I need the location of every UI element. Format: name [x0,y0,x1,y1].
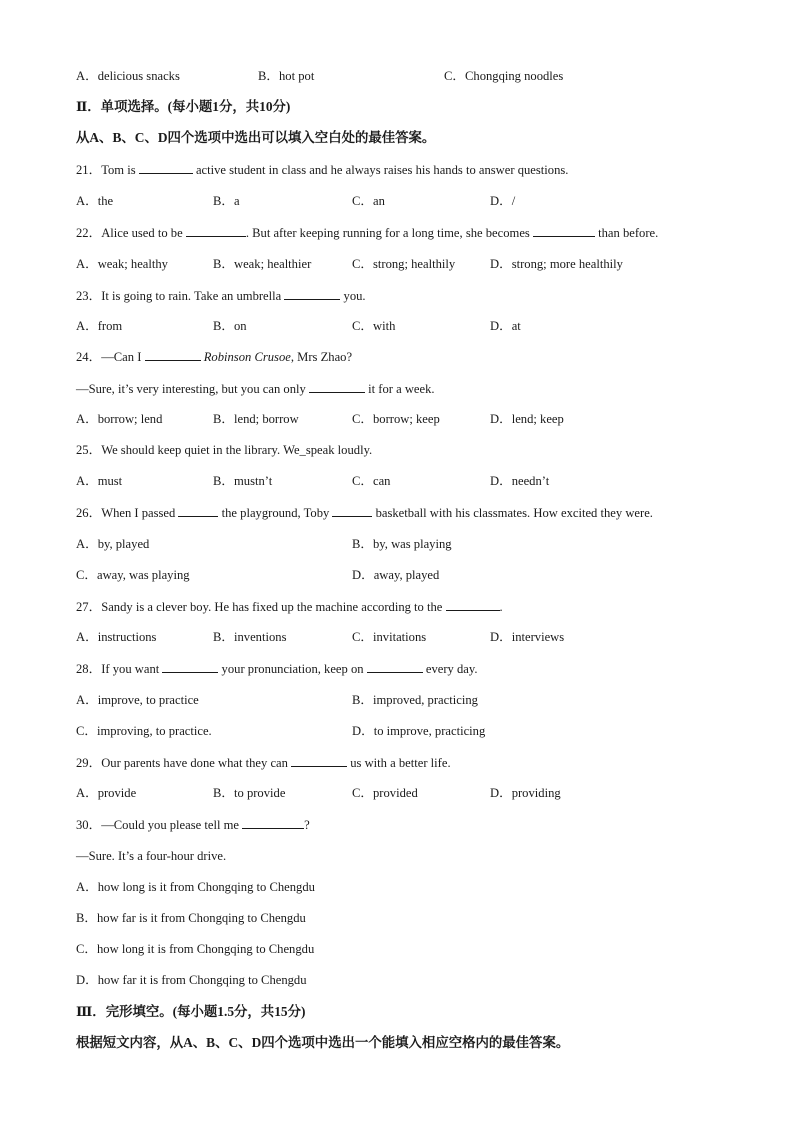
section-3-heading: Ⅲ．完形填空。(每小题1.5分，共15分) [76,1004,306,1019]
q24-option-a: A．borrow; lend [76,412,163,426]
section-2-heading: Ⅱ．单项选择。(每小题1分，共10分) [76,99,291,114]
q21-option-c: C．an [352,194,385,208]
q28-option-a: A．improve, to practice [76,693,199,707]
book-title: Robinson Crusoe [203,350,291,364]
q25-option-c: C．can [352,474,391,488]
question-27: 27．Sandy is a clever boy. He has fixed up the machine according to the . [76,600,503,614]
option-b: B．hot pot [258,69,315,83]
question-21: 21．Tom is active student in class and he always raises his hands to answer questions. [76,163,569,177]
q23-option-d: D．at [490,319,521,333]
q27-option-a: A．instructions [76,630,157,644]
q29-option-c: C．provided [352,786,418,800]
q21-option-b: B．a [213,194,240,208]
question-29: 29．Our parents have done what they can us with a better life. [76,756,451,770]
q28-option-c: C．improving, to practice. [76,724,212,738]
q24-option-c: C．borrow; keep [352,412,440,426]
section-2-instruction: 从A、B、C、D四个选项中选出可以填入空白处的最佳答案。 [76,130,436,145]
option-a: A．delicious snacks [76,69,180,83]
question-24-reply: —Sure, it’s very interesting, but you can only it for a week. [76,382,435,396]
q26-option-c: C．away, was playing [76,568,190,582]
q24-option-b: B．lend; borrow [213,412,299,426]
q22-option-d: D．strong; more healthily [490,257,623,271]
q25-option-d: D．needn’t [490,474,550,488]
q28-option-d: D．to improve, practicing [352,724,486,738]
question-30: 30．—Could you please tell me ? [76,818,310,832]
q27-option-c: C．invitations [352,630,427,644]
q30-option-a: A．how long is it from Chongqing to Chengdu [76,880,315,894]
question-25: 25．We should keep quiet in the library. We_speak loudly. [76,443,373,457]
q21-option-a: A．the [76,194,114,208]
q27-option-d: D．interviews [490,630,565,644]
q27-option-b: B．inventions [213,630,287,644]
question-24: 24．—Can I Robinson Crusoe, Mrs Zhao? [76,350,353,364]
q22-option-a: A．weak; healthy [76,257,168,271]
q25-option-a: A．must [76,474,123,488]
option-c: C．Chongqing noodles [444,69,564,83]
question-23: 23．It is going to rain. Take an umbrella you. [76,289,366,303]
q22-option-b: B．weak; healthier [213,257,312,271]
q30-option-d: D．how far it is from Chongqing to Chengdu [76,973,307,987]
q26-option-a: A．by, played [76,537,150,551]
q23-option-c: C．with [352,319,396,333]
q23-option-a: A．from [76,319,123,333]
q26-option-d: D．away, played [352,568,440,582]
q29-option-d: D．providing [490,786,561,800]
question-22: 22．Alice used to be . But after keeping running for a long time, she becomes than before. [76,226,659,240]
q22-option-c: C．strong; healthily [352,257,456,271]
q29-option-b: B．to provide [213,786,286,800]
q29-option-a: A．provide [76,786,137,800]
section-3-instruction: 根据短文内容，从A、B、C、D四个选项中选出一个能填入相应空格内的最佳答案。 [76,1035,570,1050]
q30-option-c: C．how long it is from Chongqing to Chengdu [76,942,315,956]
question-26: 26．When I passed the playground, Toby basketball with his classmates. How excited they were. [76,506,653,520]
q23-option-b: B．on [213,319,247,333]
q28-option-b: B．improved, practicing [352,693,478,707]
question-28: 28．If you want your pronunciation, keep on every day. [76,662,478,676]
q26-option-b: B．by, was playing [352,537,452,551]
q21-option-d: D．/ [490,194,516,208]
q24-option-d: D．lend; keep [490,412,564,426]
q25-option-b: B．mustn’t [213,474,273,488]
question-30-reply: —Sure. It’s a four-hour drive. [76,849,227,863]
q30-option-b: B．how far is it from Chongqing to Chengdu [76,911,306,925]
